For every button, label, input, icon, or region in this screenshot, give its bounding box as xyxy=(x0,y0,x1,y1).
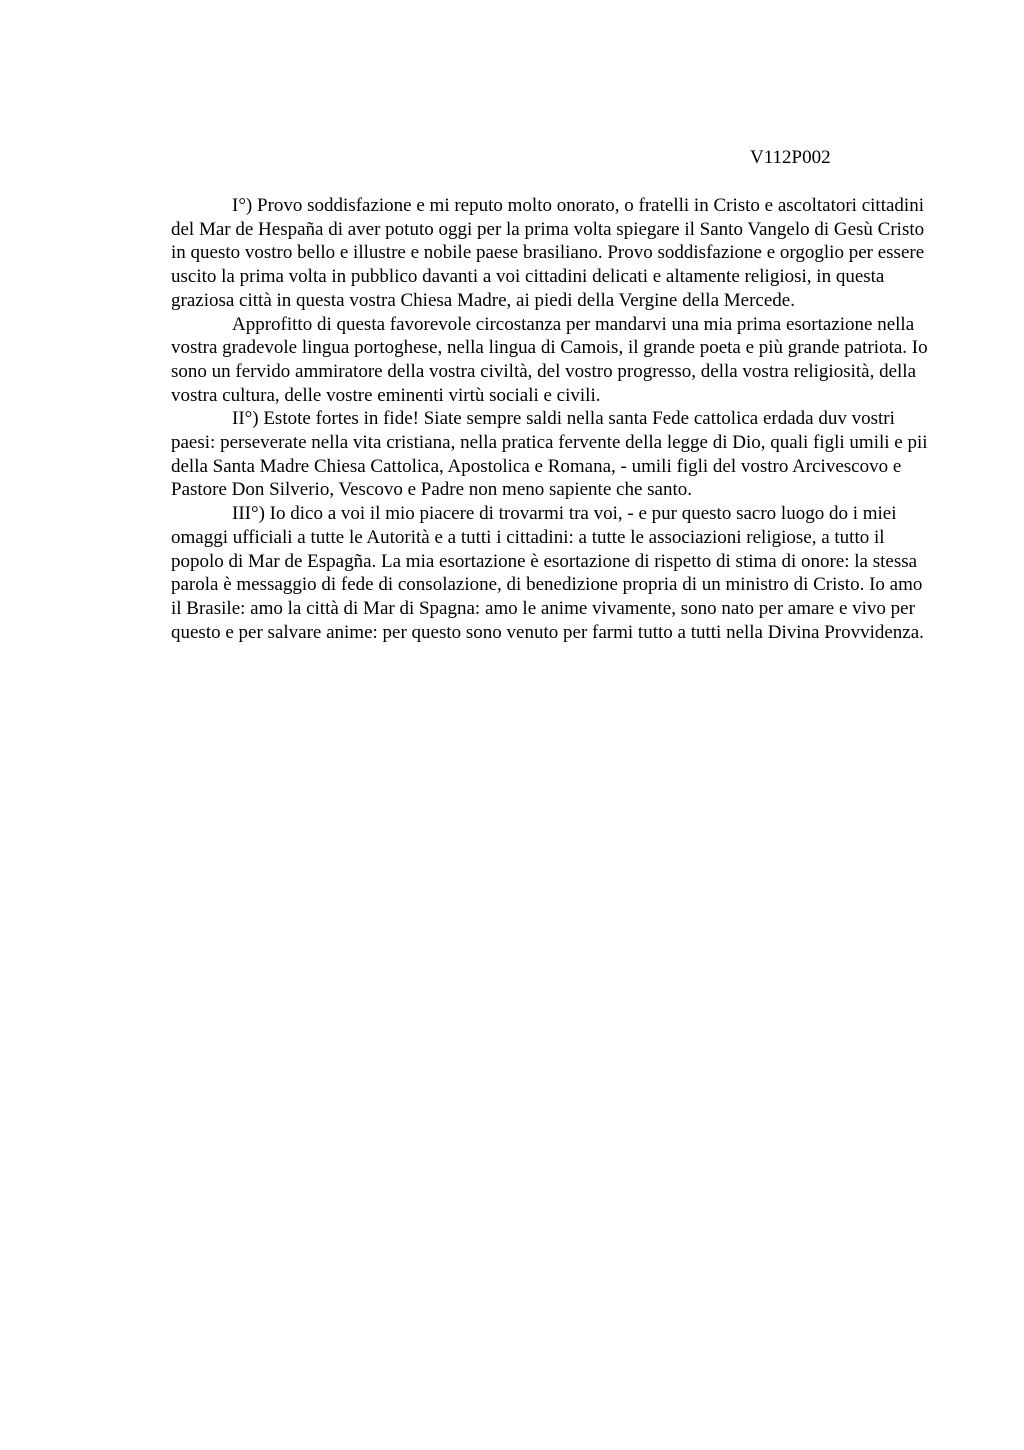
document-code: V112P002 xyxy=(750,147,831,168)
document-body xyxy=(171,194,929,644)
paragraph-2: Approfitto di questa favorevole circostanza per mandarvi una mia prima esortazione nella vostra gradevole lingua portoghese, nella lingua di Camois, il grande poeta e più grande patriota. Io sono un fervido ammiratore della vostra civiltà, del vostro progresso, della vostra religiosità, della vostra cultura, delle vostre eminenti virtù sociali e civili. xyxy=(171,313,928,406)
paragraph-4: III°) Io dico a voi il mio piacere di trovarmi tra voi, - e pur questo sacro luogo do i miei omaggi ufficiali a tutte le Autorità e a tutti i cittadini: a tutte le associazioni religiose, a tutto il popolo di Mar de Espagña. La mia esortazione è esortazione di rispetto di stima di onore: la stessa parola è messaggio di fede di consolazione, di benedizione propria di un ministro di Cristo. Io amo il Brasile: amo la città di Mar di Spagna: amo le anime vivamente, sono nato per amare e vivo per questo e per salvare anime: per questo sono venuto per farmi tutto a tutti nella Divina Provvidenza. xyxy=(171,503,924,643)
paragraph-3: II°) Estote fortes in fide! Siate sempre saldi nella santa Fede cattolica erdada duv vostri paesi: perseverate nella vita cristiana, nella pratica fervente della legge di Dio, quali figli umili e pii della Santa Madre Chiesa Cattolica, Apostolica e Romana, - umili figli del vostro Arcivescovo e Pastore Don Silverio, Vescovo e Padre non meno sapiente che santo. xyxy=(171,408,928,501)
paragraph-1: I°) Provo soddisfazione e mi reputo molto onorato, o fratelli in Cristo e ascoltatori cittadini del Mar de Hespaña di aver potuto oggi per la prima volta spiegare il Santo Vangelo di Gesù Cristo in questo vostro bello e illustre e nobile paese brasiliano. Provo soddisfazione e orgoglio per essere uscito la prima volta in pubblico davanti a voi cittadini delicati e altamente religiosi, in questa graziosa città in questa vostra Chiesa Madre, ai piedi della Vergine della Mercede. xyxy=(171,195,925,311)
